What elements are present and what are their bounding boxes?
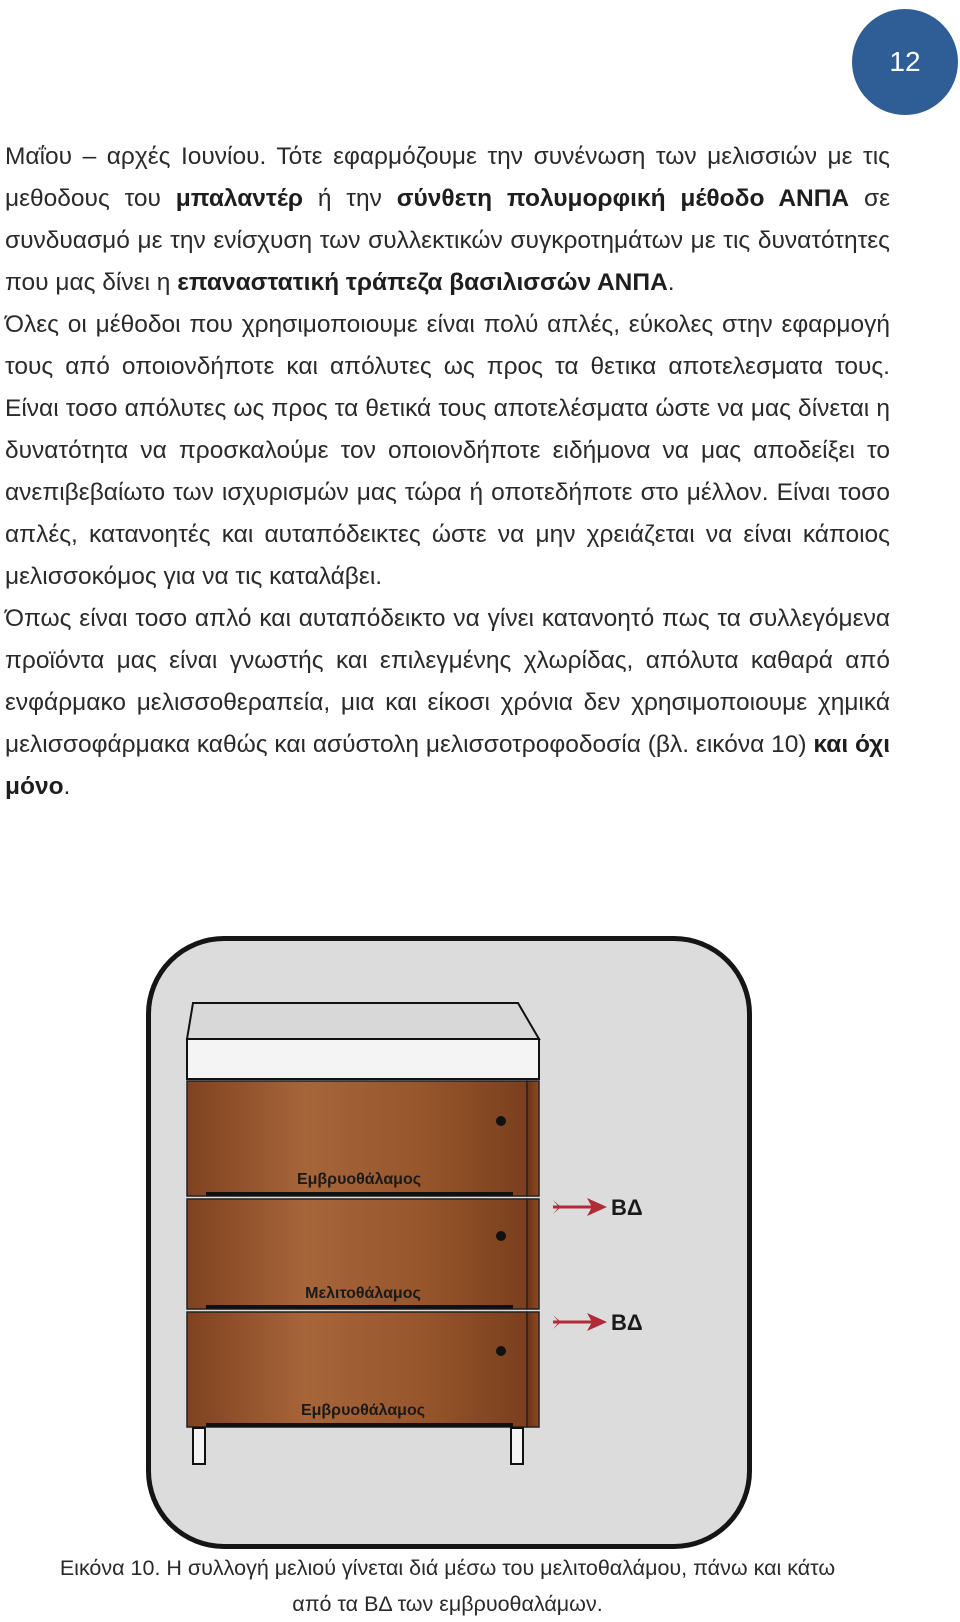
text-run: Όλες οι μέθοδοι που χρησιμοποιουμε είναι πολύ απλές, εύκολες στην εφαρμογή τους από οποιονδήποτε και απόλυτες ως προς τα θετικα αποτελεσματα τους. Είναι τοσο απόλυτες ως προς τα θετικά τους αποτελέσματα ώστε να μας δίνεται η δυνατότητα να προσκαλούμε τον οποιονδήποτε ειδήμονα να μας αποδείξει το ανεπιβεβαίωτο των ισχυρισμών μας τώρα ή οποτεδήποτε στο μέλλον. Είναι τοσο απλές, κατανοητές και αυταπόδεικτες ώστε να μην χρειάζεται να είναι κάποιος μελισσοκόμος για να τις καταλάβει. [5, 311, 890, 590]
arrow-bd-1 [553, 1195, 643, 1220]
box-label-3: Εμβρυοθάλαμος [300, 1402, 426, 1419]
bold-text-run: επαναστατική τράπεζα βασιλισσών ΑΝΠΑ [177, 269, 668, 296]
bold-text-run: σύνθετη πολυμορφική μέθοδο ΑΝΠΑ [396, 185, 850, 212]
arrow-bd-2 [553, 1310, 643, 1335]
page-number: 12 [889, 46, 921, 77]
hive-leg-left [193, 1428, 205, 1464]
paragraph [5, 598, 890, 808]
bold-text-run: μπαλαντέρ [175, 185, 304, 212]
box-label-1: Εμβρυοθάλαμος [296, 1171, 422, 1188]
box-label-2: Μελιτοθάλαμος [305, 1285, 421, 1302]
page-number-badge [852, 9, 958, 115]
arrow-label-2: ΒΔ [611, 1310, 643, 1335]
text-run: Μαΐου – αρχές Ιουνίου. Τότε εφαρμόζουμε την συνένωση των μελισσιών με τις μεθοδους του [5, 143, 890, 212]
text-run: . [63, 773, 71, 800]
text-run: σε συνδυασμό με την ενίσχυση των συλλεκτικών συγκροτημάτων με τις δυνατότητες που μας δίνει η [5, 185, 890, 296]
arrow-label-1: ΒΔ [611, 1195, 643, 1220]
beehive-illustration [151, 941, 747, 1544]
hive-lid-front [187, 1039, 539, 1079]
hive-box-honey [187, 1199, 539, 1309]
figure-caption [5, 1550, 890, 1622]
hive-lid-top [187, 1003, 539, 1039]
paragraph [5, 304, 890, 598]
hive-leg-right [511, 1428, 523, 1464]
hive-box-brood-top [187, 1081, 539, 1196]
text-run: Όπως είναι τοσο απλό και αυταπόδεικτο να γίνει κατανοητό πως τα συλλεγόμενα προϊόντα μας είναι γνωστής και επιλεγμένης χλωρίδας, απόλυτα καθαρά από ενφάρμακο μελισσοθεραπεία, μια και είκοσι χρόνια δεν χρησιμοποιουμε χημικά μελισσοφάρμακα καθώς και ασύστολη μελισσοτροφοδοσία (βλ. εικόνα 10) [5, 605, 890, 758]
caption-line-1: Εικόνα 10. Η συλλογή μελιού γίνεται διά μέσω του μελιτοθαλάμου, πάνω και κάτω [59, 1556, 836, 1580]
hive-box-brood-bottom [187, 1312, 539, 1427]
caption-line-2: από τα ΒΔ των εμβρυοθαλάμων. [292, 1592, 603, 1616]
bold-text-run: και όχι μόνο [5, 731, 890, 800]
body-text [5, 136, 890, 808]
figure-frame [146, 936, 752, 1549]
paragraph [5, 136, 890, 304]
text-run: ή την [303, 185, 397, 212]
text-run: . [667, 269, 675, 296]
